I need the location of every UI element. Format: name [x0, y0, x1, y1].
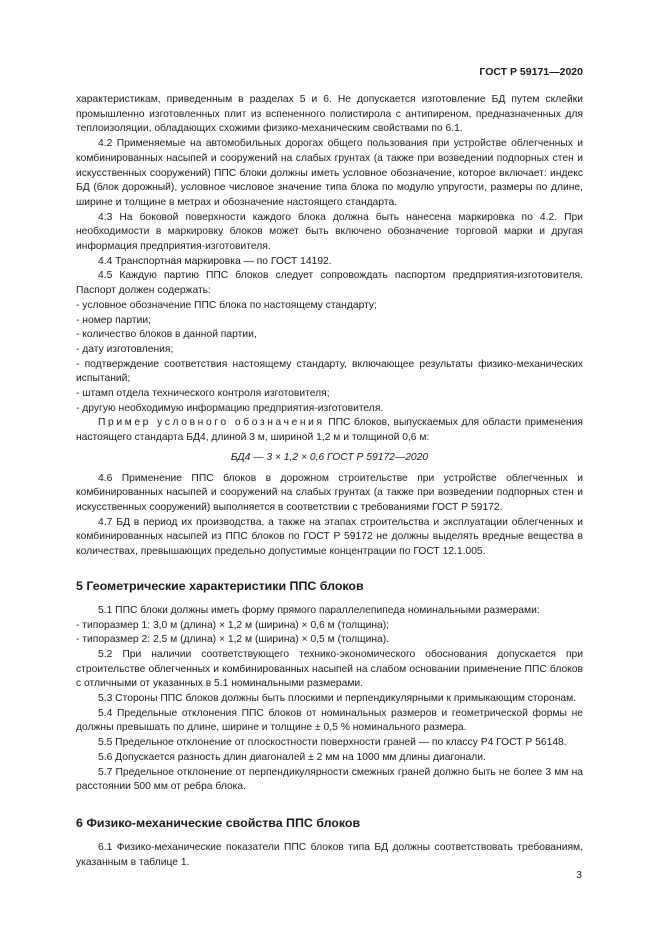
example-text: ППС блоков, выпускаемых для области применения настоящего стандарта БД4, длиной 3 м, шириной 1,2 м и толщиной 0,6 м:: [76, 417, 583, 444]
section-6-heading: 6 Физико-механические свойства ППС блоков: [76, 815, 361, 830]
paragraph-5-7: 5.7 Предельное отклонение от перпендикулярности смежных граней должно быть не более 3 мм на расстоянии 500 мм от ребра блока.: [76, 766, 583, 793]
list-item: - штамп отдела технического контроля изготовителя;: [76, 388, 330, 400]
paragraph-4-7: 4.7 БД в период их производства, а также на этапах строительства и эксплуатации облегченных и комбинированных насыпей из ППС блоков по ГОСТ Р 59172 не должны выделять вредные вещества в количествах, превышающих предельно допустимые концентрации по ГОСТ 12.1.005.: [76, 516, 583, 558]
list-item: - дату изготовления;: [76, 343, 174, 355]
paragraph-4-6: 4.6 Применение ППС блоков в дорожном строительстве при устройстве облегченных и комбинированных насыпей и сооружений на слабых грунтах (а также при возведении подпорных стен и искусственных сооружений) выполняется в соответствии с требованиями ГОСТ Р 59172.: [76, 472, 583, 513]
paragraph-5-6: 5.6 Допускается разность длин диагоналей ± 2 мм на 1000 мм длины диагонали.: [98, 751, 486, 763]
list-item: - условное обозначение ППС блока по настоящему стандарту;: [76, 299, 377, 311]
page-number: 3: [576, 869, 582, 881]
section-5-heading: 5 Геометрические характеристики ППС блоков: [76, 578, 364, 593]
paragraph-5-5: 5.5 Предельное отклонение от плоскостности поверхности граней — по классу Р4 ГОСТ Р 56148.: [98, 737, 567, 749]
passport-contents-list: [76, 299, 583, 417]
document-header: ГОСТ Р 59171—2020: [479, 66, 583, 78]
list-item: - номер партии;: [76, 314, 151, 326]
paragraph-continuation: характеристикам, приведенным в разделах 5 и 6. Не допускается изготовление БД путем склейки промышленно изготовленных плит из вспененного полистирола с антипиреном, предназначенных для теплоизоляции, обладающих схожими физико-механическим свойствами по 6.1.: [76, 94, 583, 135]
example-label: Пример условного обозначения: [98, 417, 325, 429]
paragraph-4-3: 4.3 На боковой поверхности каждого блока должна быть нанесена маркировка по 4.2. При необходимости в маркировку блоков может быть включено обозначение торговой марки и другая информация предприятия-изготовителя.: [76, 211, 583, 253]
paragraph-4-2: 4.2 Применяемые на автомобильных дорогах общего пользования при устройстве облегченных и комбинированных насыпей и сооружений на слабых грунтах (а также при возведении подпорных стен и искусственных сооружений) ППС блоки должны иметь условное обозначение, которое включает: индекс БД (блок дорожный), условное числовое значение типа блока по модулю упругости, размеры по длине, ширине и толщине в метрах и обозначение настоящего стандарта.: [76, 138, 583, 208]
designation-formula: БД4 — 3 × 1,2 × 0,6 ГОСТ Р 59172—2020: [230, 451, 429, 463]
example-paragraph: [76, 416, 583, 445]
paragraph-5-2: 5.2 При наличии соответствующего технико-экономического обоснования допускается при строительстве облегченных и комбинированных насыпей на слабом основании применение ППС блоков с отличными от указанных в 5.1 номинальными размерами.: [76, 648, 583, 690]
paragraph-5-3: 5.3 Стороны ППС блоков должны быть плоскими и перпендикулярными к примыкающим сторонам.: [98, 693, 577, 705]
list-item: - типоразмер 1: 3,0 м (длина) × 1,2 м (ширина) × 0,6 м (толщина);: [76, 619, 390, 631]
paragraph-5-1: 5.1 ППС блоки должны иметь форму прямого параллелепипеда номинальными размерами:: [98, 604, 540, 616]
list-item: - подтверждение соответствия настоящему стандарту, включающее результаты физико-механических испытаний;: [76, 358, 583, 385]
list-item: - количество блоков в данной партии,: [76, 329, 257, 341]
paragraph-4-4: 4.4 Транспортная маркировка — по ГОСТ 14192.: [98, 255, 332, 267]
paragraph-5-4: 5.4 Предельные отклонения ППС блоков от номинальных размеров и геометрической формы не должны превышать по длине, ширине и толщине ± 0,5 % номинального размера.: [76, 707, 583, 734]
list-item: - типоразмер 2: 2,5 м (длина) × 1,2 м (ширина) × 0,5 м (толщина).: [76, 634, 390, 646]
page-body: [76, 93, 583, 870]
paragraph-4-5: 4.5 Каждую партию ППС блоков следует сопровождать паспортом предприятия-изготовителя. Паспорт должен содержать:: [76, 270, 583, 297]
list-item: - другую необходимую информацию предприятия-изготовителя.: [76, 402, 384, 414]
paragraph-6-1: 6.1 Физико-механические показатели ППС блоков типа БД должны соответствовать требованиям, указанным в таблице 1.: [76, 841, 583, 868]
